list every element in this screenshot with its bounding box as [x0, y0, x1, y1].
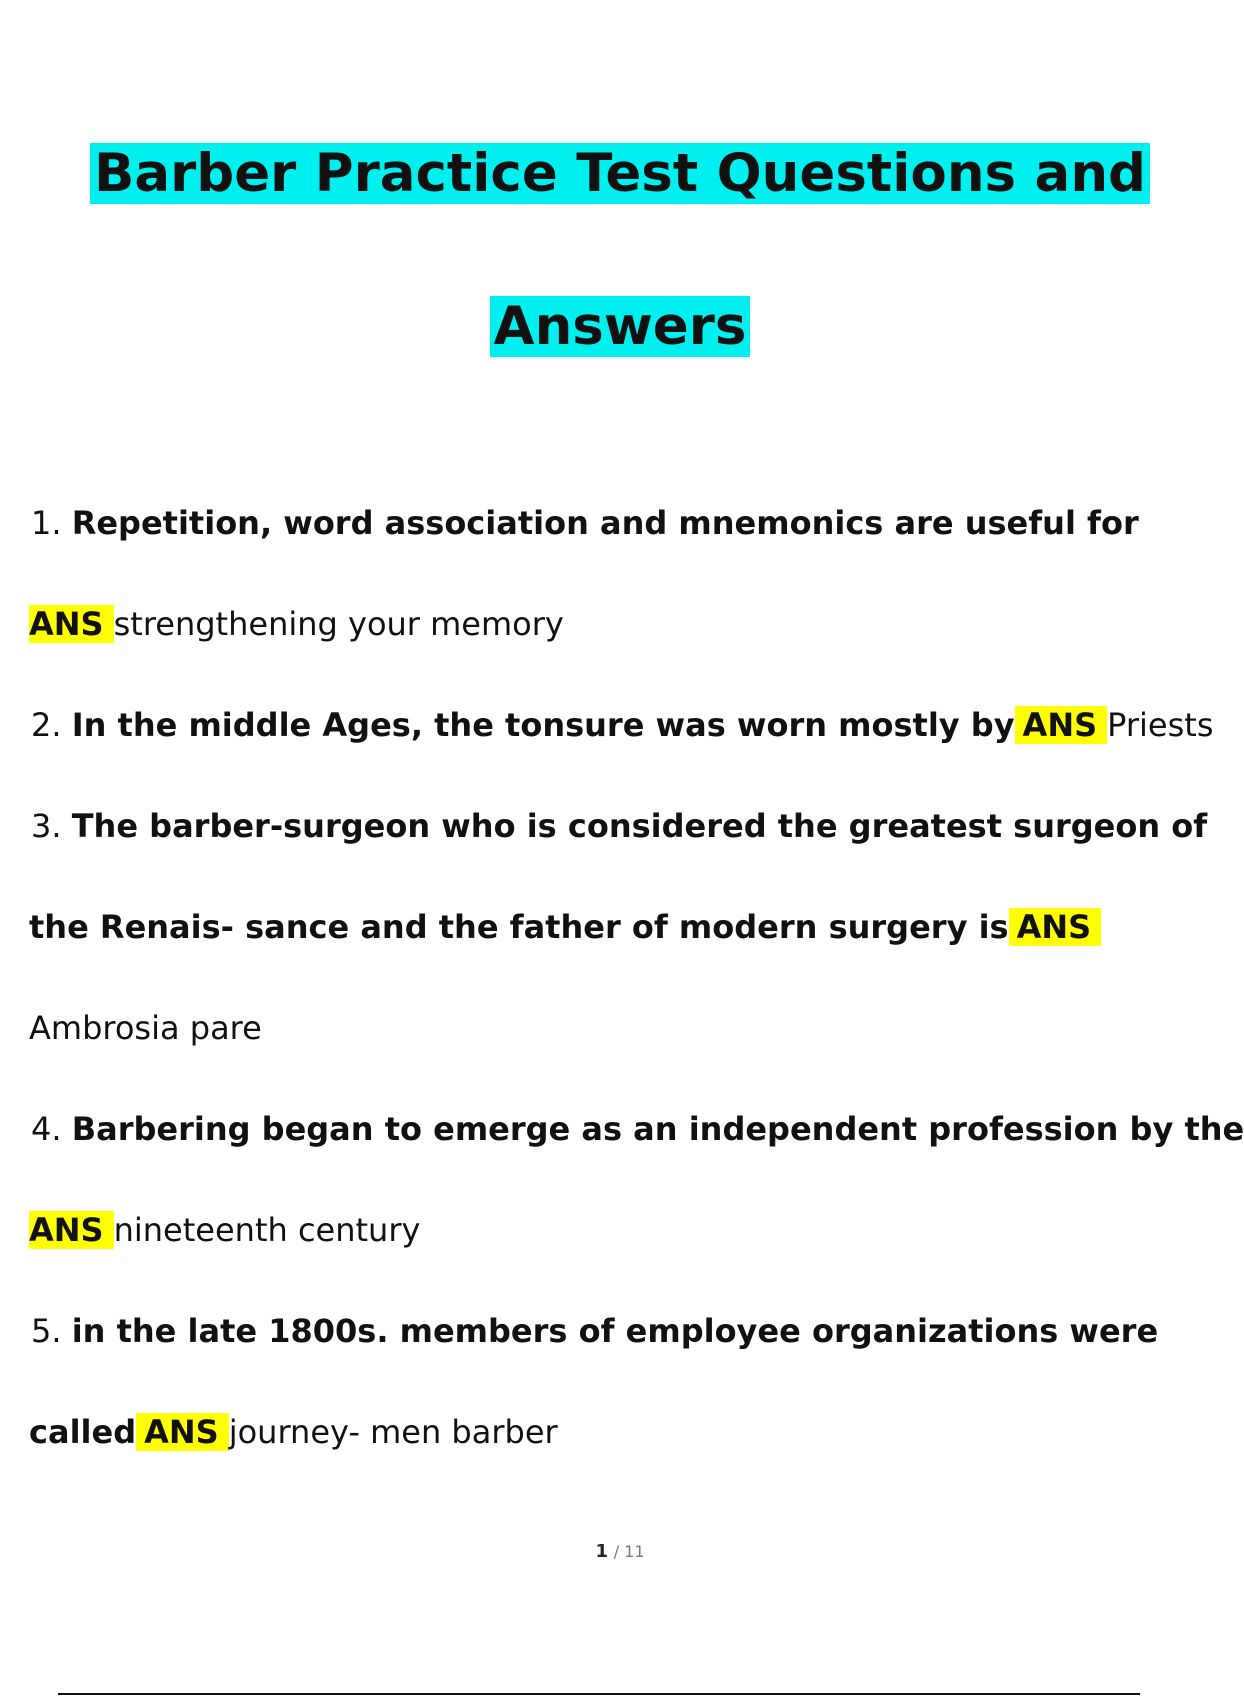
answer-text: strengthening your memory — [113, 605, 564, 643]
question-number: 2. — [31, 706, 62, 744]
question-text: Barbering began to emerge as an independent profession by the — [71, 1110, 1244, 1148]
question-text: Repetition, word association and mnemonics are useful for — [71, 504, 1139, 542]
answer-text: Ambrosia pare — [29, 1009, 262, 1047]
question-text: The barber-surgeon who is considered the greatest surgeon of — [71, 807, 1208, 845]
answer-4 — [29, 1208, 420, 1252]
question-4 — [31, 1107, 1244, 1151]
title-highlight: Answers — [490, 296, 751, 357]
ans-tag: ANS — [29, 605, 114, 643]
question-3-continued — [29, 905, 1101, 949]
answer-text: Priests — [1107, 706, 1214, 744]
question-text: called — [29, 1413, 137, 1451]
question-number: 4. — [31, 1110, 62, 1148]
page-total: / 11 — [613, 1542, 645, 1561]
question-2 — [31, 703, 1214, 747]
bottom-divider — [58, 1693, 1140, 1695]
ans-tag: ANS — [29, 1211, 114, 1249]
answer-3 — [29, 1006, 262, 1050]
ans-tag: ANS — [1009, 908, 1102, 946]
question-text: the Renais- sance and the father of modern surgery is — [29, 908, 1009, 946]
ans-tag: ANS — [136, 1413, 229, 1451]
document-title-line-2 — [0, 295, 1240, 359]
question-number: 1. — [31, 504, 62, 542]
title-highlight: Barber Practice Test Questions and — [90, 143, 1150, 204]
question-3 — [31, 804, 1207, 848]
page-current: 1 — [595, 1541, 608, 1562]
answer-5 — [29, 1410, 558, 1454]
ans-tag: ANS — [1015, 706, 1108, 744]
answer-text: nineteenth century — [113, 1211, 421, 1249]
question-text: in the late 1800s. members of employee organizations were — [71, 1312, 1159, 1350]
question-number: 3. — [31, 807, 62, 845]
question-text: In the middle Ages, the tonsure was worn mostly by — [71, 706, 1015, 744]
document-title-line-1 — [0, 142, 1240, 206]
question-1 — [31, 501, 1139, 545]
question-5 — [31, 1309, 1158, 1353]
answer-1 — [29, 602, 564, 646]
page-number — [0, 1540, 1240, 1564]
answer-text: journey- men barber — [228, 1413, 558, 1451]
question-number: 5. — [31, 1312, 62, 1350]
